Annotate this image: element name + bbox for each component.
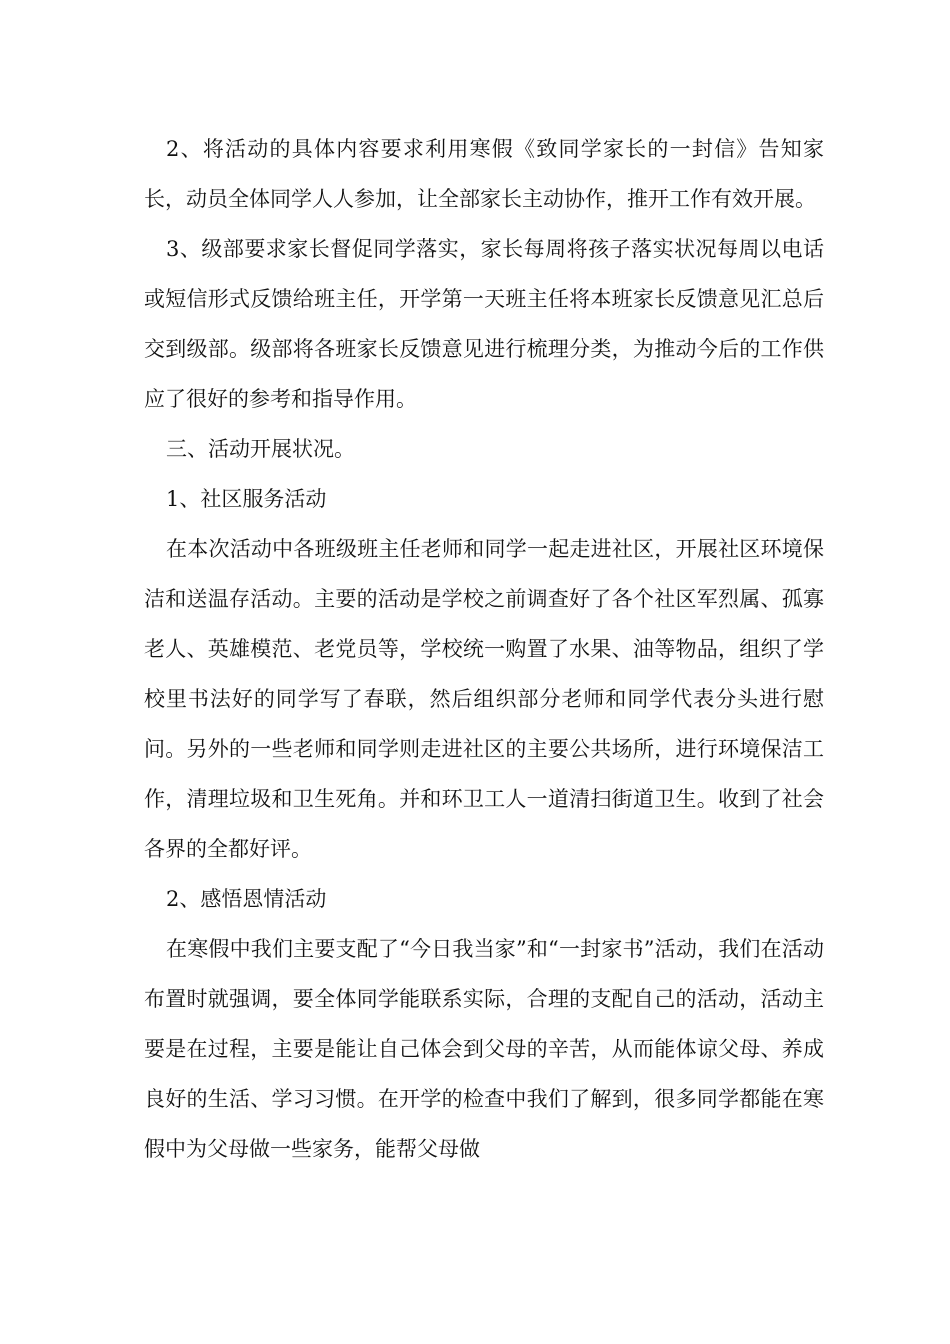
document-body	[144, 124, 824, 1174]
section-heading-activity-status: 三、活动开展状况。	[166, 437, 355, 461]
paragraph-parent-feedback: 3、级部要求家长督促同学落实，家长每周将孩子落实状况每周以电话或短信形式反馈给班主任，开学第一天班主任将本班家长反馈意见汇总后交到级部。级部将各班家长反馈意见进行梳理分类，为推动今后的工作供应了很好的参考和指导作用。	[144, 237, 824, 411]
subheading-gratitude-activity: 2、感悟恩情活动	[166, 887, 327, 911]
paragraph-community-service: 在本次活动中各班级班主任老师和同学一起走进社区，开展社区环境保洁和送温存活动。主要的活动是学校之前调查好了各个社区军烈属、孤寡老人、英雄模范、老党员等，学校统一购置了水果、油等物品，组织了学校里书法好的同学写了春联，然后组织部分老师和同学代表分头进行慰问。另外的一些老师和同学则走进社区的主要公共场所，进行环境保洁工作，清理垃圾和卫生死角。并和环卫工人一道清扫街道卫生。收到了社会各界的全都好评。	[144, 537, 824, 861]
paragraph-gratitude-activity: 在寒假中我们主要支配了“今日我当家”和“一封家书”活动，我们在活动布置时就强调，要全体同学能联系实际，合理的支配自己的活动，活动主要是在过程，主要是能让自己体会到父母的辛苦，从而能体谅父母、养成良好的生活、学习习惯。在开学的检查中我们了解到，很多同学都能在寒假中为父母做一些家务，能帮父母做	[144, 937, 824, 1161]
paragraph-notice-letter: 2、将活动的具体内容要求利用寒假《致同学家长的一封信》告知家长，动员全体同学人人参加，让全部家长主动协作，推开工作有效开展。	[144, 137, 824, 211]
subheading-community-service: 1、社区服务活动	[166, 487, 327, 511]
